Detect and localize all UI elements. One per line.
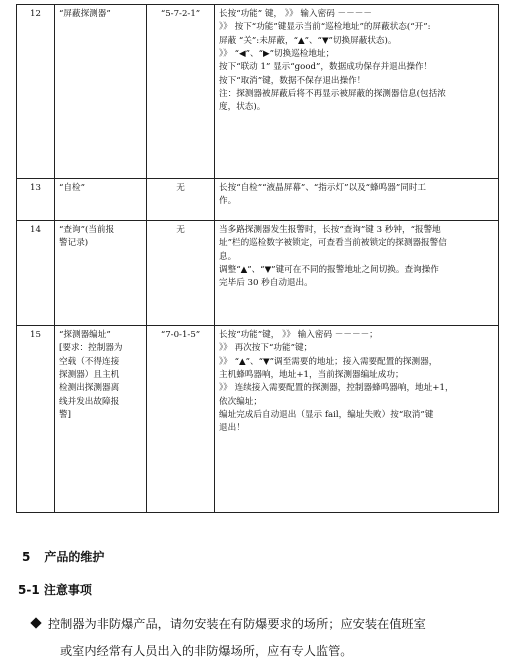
function-name — [55, 221, 147, 326]
description-line: 当多路探测器发生报警时，长按“查询”键 3 秒钟，“报警地 — [219, 225, 441, 235]
diamond-bullet-icon — [30, 617, 41, 628]
description-line: 址”栏的巡检数字被锁定，可查看当前被锁定的探测器报警信 — [219, 238, 447, 249]
description-line: 依次编址； — [219, 396, 262, 407]
description-line: 按下“取消”键，数据不保存退出操作！ — [219, 75, 366, 86]
row-number: 12 — [17, 5, 55, 179]
operation-description — [215, 326, 499, 513]
description-line: 调整“▲”、“▼”键可在不同的报警地址之间切换。查询操作 — [219, 264, 439, 275]
shortcut-code: “7-0-1-5” — [147, 326, 215, 513]
subsection-heading: 5-1 注意事项 — [18, 583, 92, 597]
description-line: 屏蔽 “关”:未屏蔽，“▲”、“▼”切换屏蔽状态)。 — [219, 35, 397, 46]
description-line: 主机蜂鸣器响，地址+1，当前探测器编址成功； — [219, 369, 404, 380]
function-name-line: 警记录) — [59, 238, 89, 249]
shortcut-code: “5-7-2-1” — [147, 5, 215, 179]
function-name — [55, 5, 147, 179]
description-line: 度，状态)。 — [219, 102, 266, 113]
description-line: 完毕后 30 秒自动退出。 — [219, 278, 313, 289]
bullet-text-line: 或室内经常有人员出入的非防爆场所，应有专人监管。 — [60, 644, 353, 658]
row-number: 15 — [17, 326, 55, 513]
function-name-line: 线并发出故障报 — [59, 396, 120, 407]
function-name — [55, 179, 147, 221]
description-line: 按下“联动 1” 显示“good”，数据成功保存并退出操作！ — [219, 62, 433, 73]
description-line: 编址完成后自动退出（显示 fail，编址失败）按“取消”键 — [219, 409, 434, 420]
description-line: 长按“功能” 键， 》》 输入密码 －－－－ — [219, 9, 372, 19]
description-line: 息。 — [219, 251, 237, 262]
description-line: 作。 — [219, 196, 237, 207]
table-row — [17, 221, 499, 326]
function-name-line: “查询”(当前报 — [59, 225, 115, 235]
description-line: 》》 连续接入需要配置的探测器，控制器蜂鸣器响，地址+1， — [219, 383, 454, 394]
description-line: 》》 按下“功能”键显示当前“巡检地址”的屏蔽状态(“开”: — [219, 22, 431, 33]
description-line: 长按“自检”“液晶屏幕”、“指示灯”以及“蜂鸣器”同时工 — [219, 183, 427, 193]
description-line: 注：探测器被屏蔽后将不再显示被屏蔽的探测器信息(包括浓 — [219, 88, 446, 99]
table-row — [17, 326, 499, 513]
description-line: 长按“功能”键， 》》 输入密码 －－－－； — [219, 330, 378, 340]
description-line: 》》 再次按下“功能”键； — [219, 343, 313, 354]
function-name-line: “探测器编址” — [59, 330, 111, 340]
function-name-line: “自检” — [59, 183, 85, 193]
section-number: 5 — [22, 550, 31, 564]
shortcut-code: 无 — [147, 221, 215, 326]
function-name-line: 警] — [59, 409, 71, 420]
function-name-line: 空载（不得连接 — [59, 356, 120, 367]
table-row — [17, 5, 499, 179]
function-name-line: “屏蔽探测器” — [59, 9, 111, 19]
description-line: 退出！ — [219, 423, 245, 434]
function-name — [55, 326, 147, 513]
operation-description — [215, 221, 499, 326]
operation-description — [215, 5, 499, 179]
description-line: 》》 “◀”、“▶”切换巡检地址； — [219, 48, 335, 59]
function-name-line: [要求：控制器为 — [59, 343, 123, 354]
row-number: 14 — [17, 221, 55, 326]
operation-description — [215, 179, 499, 221]
table-row — [17, 179, 499, 221]
operation-table — [16, 4, 499, 513]
shortcut-code: 无 — [147, 179, 215, 221]
function-name-line: 探测器）且主机 — [59, 369, 120, 380]
bullet-item — [32, 611, 502, 665]
row-number: 13 — [17, 179, 55, 221]
section-title: 产品的维护 — [44, 550, 105, 564]
description-line: 》》 “▲”、“▼”调至需要的地址；接入需要配置的探测器， — [219, 356, 438, 367]
section-heading — [22, 548, 104, 565]
function-name-line: 检测出探测器离 — [59, 383, 120, 394]
bullet-text-line: 控制器为非防爆产品，请勿安装在有防爆要求的场所；应安装在值班室 — [48, 617, 426, 631]
